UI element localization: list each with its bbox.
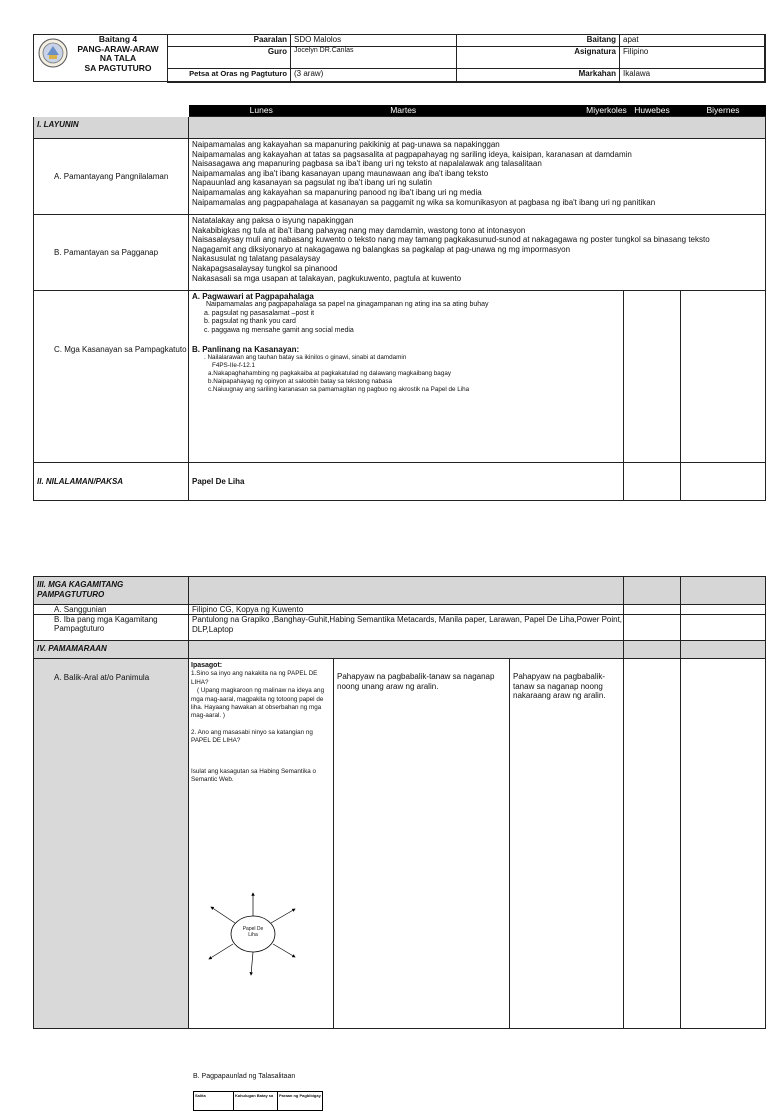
kagamitan-table: [33, 576, 766, 1098]
balik-aral-label-text: A. Balik-Aral at/o Panimula: [54, 673, 150, 682]
mini-header-salita: Salita: [194, 1092, 234, 1110]
day-huwebes: Huwebes: [634, 104, 670, 115]
day-lunes: Lunes: [249, 104, 273, 115]
day-martes: Martes: [390, 104, 417, 115]
panlinang-item: b.Naipapahayag ng opinyon at saloobin batay sa tekstong nabasa: [208, 378, 393, 385]
day-martes-miyerkoles: [334, 104, 627, 117]
pagwawari-item: a. pagsulat ng pasasalamat –post it: [204, 309, 315, 317]
day-miyerkoles: Miyerkoles: [586, 104, 627, 115]
title-line: NA TALA: [99, 53, 137, 63]
sanggunian-value: Filipino CG, Kopya ng Kuwento: [189, 605, 624, 615]
iba-pang-kagamitan-row: [34, 615, 766, 641]
iba-pang-kagamitan-value: Pantulong na Grapiko ,Banghay-Guhit,Habing Semantika Metacards, Manila paper, Larawan, Papel De Liha,Power Point, DLP,Laptop: [189, 615, 624, 641]
title-line: SA PAGTUTURO: [84, 62, 152, 73]
paaralan-value: SDO Malolos: [291, 35, 457, 47]
nilalaman-row: [34, 463, 766, 501]
pagganap-content: [189, 215, 766, 291]
layunin-row: [34, 117, 766, 139]
kasanayan-row: [34, 291, 766, 463]
deped-logo-icon: [38, 38, 68, 68]
pangnilalaman-line: Naipamamalas ang kakayahan sa mapanuring pakikinig at pag-unawa sa napakinggan: [192, 140, 500, 149]
lunes-instruction: Isulat ang kasagutan sa Habing Semantika o Semantic Web.: [191, 767, 316, 784]
lunes-q1: 1.Sino sa inyo ang nakakita na ng PAPEL DE LIHA?: [191, 670, 318, 686]
section-layunin: I. LAYUNIN: [34, 117, 189, 139]
pagwawari-item: c. paggawa ng mensahe gamit ang social media: [204, 326, 354, 334]
mini-header-kahulugan: Kahulugan Batay sa: [234, 1092, 278, 1110]
pangnilalaman-line: Napauunlad ang kasanayan sa pagsulat ng iba't ibang uri ng sulatin: [192, 178, 432, 188]
ipasagot-title: Ipasagot:: [191, 662, 223, 669]
balik-aral-row: [34, 659, 766, 1029]
panlinang-title: B. Panlinang na Kasanayan:: [192, 345, 300, 354]
pagganap-line: Nakapagsasalaysay tungkol sa pinanood: [192, 263, 338, 273]
baitang-label: Baitang: [457, 35, 620, 47]
title-line: Baitang 4: [98, 34, 138, 44]
markahan-label: Markahan: [457, 69, 620, 83]
talasalitaan-mini-table: [193, 1091, 323, 1111]
pagwawari-intro: Naipamamalas ang pagpapahalaga sa papel na ginagampanan ng ating ina sa ating buhay: [206, 301, 489, 308]
pagganap-label: B. Pamantayan sa Pagganap: [34, 215, 189, 291]
header-title: [72, 35, 164, 73]
pangnilalaman-line: Naipamamalas ang pagpapahalaga at kasanayan sa paggamit ng wika sa komunikasyon at pagbasa ng iba't ibang uri ng panitikan: [192, 197, 656, 207]
biyernes-cell: [681, 659, 766, 1029]
pagganap-line: Nakasusulat ng talatang pasalaysay: [192, 254, 321, 264]
sanggunian-row: [34, 605, 766, 615]
section-kagamitan: III. MGA KAGAMITANG PAMPAGTUTURO: [34, 577, 189, 605]
lunes-q2: 2. Ano ang masasabi ninyo sa katangian ng PAPEL DE LIHA?: [191, 728, 313, 745]
pagwawari-item: b. pagsulat ng thank you card: [204, 318, 296, 325]
baitang-value: apat: [620, 35, 766, 47]
semantic-web-diagram: [203, 889, 303, 979]
kagamitan-row: [34, 577, 766, 605]
pagganap-line: Naisasalaysay muli ang nabasang kuwento o teksto nang may tamang pagkakasunud-sunod at nakagagawa ng poster tungkol sa binasang teksto: [192, 235, 710, 245]
pangnilalaman-content: [189, 139, 766, 215]
pangnilalaman-line: Naipamamalas ang iba't ibang kasanayan upang maunawaan ang iba't ibang teksto: [192, 168, 489, 178]
petsa-value: (3 araw): [291, 69, 457, 83]
pamantayang-pangnilalaman-row: [34, 139, 766, 215]
section-nilalaman: II. NILALAMAN/PAKSA: [34, 463, 189, 501]
asignatura-value: Filipino: [620, 47, 766, 69]
pagganap-line: Nakasasali sa mga usapan at talakayan, pagkukuwento, pagtula at kuwento: [192, 273, 462, 283]
pagganap-line: Nakabibigkas ng tula at iba't ibang pahayag nang may damdamin, wastong tono at intonasyon: [192, 225, 526, 235]
asignatura-label: Asignatura: [457, 47, 620, 69]
lunes-cell: [189, 659, 334, 1098]
martes-cell: Pahapyaw na pagbabalik-tanaw sa naganap noong unang araw ng aralin.: [334, 659, 510, 1029]
panlinang-item: c.Naiuugnay ang sariling karanasan sa pamamagitan ng pagbuo ng akrostik na Papel de Liha: [208, 386, 470, 393]
markahan-value: Ikalawa: [620, 69, 766, 83]
pangnilalaman-line: Naisasagawa ang mapanuring pagbasa sa iba't ibang uri ng teksto at napalalawak ang talasalitaan: [192, 159, 542, 169]
day-biyernes: Biyernes: [706, 104, 740, 115]
miyerkoles-cell: Pahapyaw na pagbabalik-tanaw sa naganap noong nakaraang araw ng aralin.: [510, 659, 624, 1029]
balik-aral-label: [34, 659, 189, 1029]
panlinang-item: . Nailalarawan ang tauhan batay sa ikinilos o ginawi, sinabi at damdamin: [204, 354, 407, 361]
nilalaman-value: Papel De Liha: [189, 463, 624, 501]
huwebes-cell: [624, 659, 681, 1029]
panlinang-item: a.Nakapaghahambing ng pagkakaiba at pagkakatulad ng dalawang magkaibang bagay: [208, 370, 451, 377]
main-table: [33, 104, 766, 501]
pamamaraan-row: [34, 641, 766, 659]
days-header-row: [34, 105, 766, 117]
pangnilalaman-line: Naipamamalas ang kakayahan at tatas sa pagsasalita at pagpapahayag ng sariling ideya, kaisipan, karanasan at damdamin: [192, 149, 632, 159]
petsa-label: Petsa at Oras ng Pagtuturo: [168, 69, 291, 83]
lunes-q1-note: ( Upang magkaroon ng malinaw na ideya ang mga mag-aaral, magpakita ng totoong papel de liha. Hayaang hawakan at obserbahan ng mga mag-aaral. ): [191, 687, 325, 720]
panlinang-code: F4PS-IIe-f-12.1: [212, 362, 256, 369]
pamantayan-pagganap-row: [34, 215, 766, 291]
header-fields-table: [167, 34, 766, 83]
pagwawari-title: A. Pagwawari at Pagpapahalaga: [192, 292, 314, 301]
iba-pang-kagamitan-label: B. Iba pang mga Kagamitang Pampagtuturo: [34, 615, 189, 641]
pangnilalaman-label: A. Pamantayang Pangnilalaman: [34, 139, 189, 215]
kasanayan-label: C. Mga Kasanayan sa Pampagkatuto: [34, 291, 189, 463]
mini-header-paraan: Paraan ng Pagbibigay: [279, 1093, 321, 1098]
sanggunian-label: A. Sanggunian: [34, 605, 189, 615]
title-line: PANG-ARAW-ARAW: [77, 43, 159, 54]
talasalitaan-title: B. Pagpapaunlad ng Talasalitaan: [193, 1073, 296, 1080]
paaralan-label: Paaralan: [168, 35, 291, 47]
guro-value: Jocelyn DR.Canlas: [291, 47, 457, 69]
kasanayan-content: [189, 291, 624, 463]
pagganap-line: Natatalakay ang paksa o isyung napakinggan: [192, 216, 354, 225]
guro-label: Guro: [168, 47, 291, 69]
pangnilalaman-line: Naipamamalas ang kakayahan sa mapanuring panood ng iba't ibang uri ng media: [192, 187, 482, 197]
pagganap-line: Nagagamit ang diksiyonaryo at nakagagawa ng balangkas sa pagkalap at pag-unawa ng mg impormasyon: [192, 244, 571, 254]
section-pamamaraan: IV. PAMAMARAAN: [34, 641, 189, 659]
semantic-web-center: Papel De Liha: [242, 926, 264, 938]
